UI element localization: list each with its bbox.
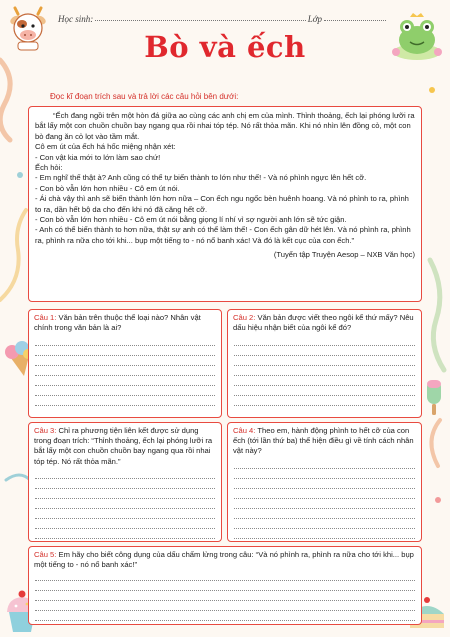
question-text: Chỉ ra phương tiện liên kết được sử dụng trong đoạn trích: “Thỉnh thoảng, ếch lại phóng lưỡi ra bắt lấy một con chuồn chuồn bay ngang qua rồi nhai tóp tép. Nó rất thỏa mãn.” [34,426,213,466]
question-label: Câu 3: [34,426,57,435]
question-box-1 [28,309,222,418]
passage-line: - Anh có thể biến thành to hơn nữa, thật sự anh có thể làm thế! - Con ếch gân dữ hét lên. Và nó phình ra, phình ra, phình ra nữa cho tới khi... bụp một tiếng to - nó nổ banh xác! Và đó là kết cục của con ếch.” [35,225,411,245]
question-label: Câu 2: [233,313,256,322]
passage-line: - Con bò vẫn lớn hơn nhiều - Cô em út nói. [35,183,180,193]
question-box-4 [227,422,422,542]
answer-lines[interactable] [35,571,415,621]
answer-lines[interactable] [234,336,415,406]
popsicle-icon [422,378,448,418]
passage-source: (Tuyển tập Truyện Aesop – NXB Văn học) [273,250,415,260]
student-name-label: Học sinh: [58,14,94,24]
question-text: Em hãy cho biết công dụng của dấu chấm lửng trong câu: “Và nó phình ra, phình ra nữa cho tới khi... bụp một tiếng to - nó nổ banh xác!” [34,550,414,570]
passage-line: “Ếch đang ngồi trên một hòn đá giữa ao cùng các anh chị em của mình. Thỉnh thoảng, ếch lại phóng lưỡi ra bắt lấy một con chuồn chuồn bay ngang qua rồi nhai tóp tép. Nó rất thỏa mãn. Khi nó nhìn lên đồng cỏ, một con bò đang ăn cỏ lọt vào tầm mắt. [35,111,415,141]
student-name-line[interactable] [95,14,305,21]
class-label: Lớp [307,14,322,24]
class-line[interactable] [324,14,386,21]
worksheet-header [58,14,388,24]
answer-lines[interactable] [234,459,415,539]
question-label: Câu 5: [34,550,57,559]
question-box-2 [227,309,422,418]
answer-lines[interactable] [35,336,215,406]
passage-line: - Con bò vẫn lớn hơn nhiều - Cô em út nói bằng giọng lí nhí vì sợ người anh lớn sẽ tức giận. [35,215,347,225]
question-box-5 [28,546,422,625]
passage-line: Ếch hỏi: [35,163,63,173]
question-text: Văn bản được viết theo ngôi kể thứ mấy? Nêu dấu hiệu nhận biết của ngôi kể đó? [233,313,414,333]
page-title: Bò và ếch [144,30,306,64]
passage-line: Cô em út của ếch há hốc miệng nhận xét: [35,142,176,152]
question-label: Câu 1: [34,313,57,322]
passage-line: - Con vật kia mới to lớn làm sao chứ! [35,152,161,162]
passage-line: - Em nghĩ thế thật à? Anh cũng có thể tự biến thành to lớn như thế! - Và nó phình ngực lên hết cỡ. [35,173,367,183]
question-text: Theo em, hành động phình to hết cỡ của con ếch (tới lần thứ ba) thể hiện điều gì về tính cách nhân vật này? [233,426,414,456]
answer-lines[interactable] [35,469,215,539]
instruction-text: Đọc kĩ đoạn trích sau và trả lời các câu hỏi bên dưới: [50,92,239,101]
question-text: Văn bản trên thuộc thể loại nào? Nhân vật chính trong văn bản là ai? [34,313,201,333]
question-box-3 [28,422,222,542]
question-label: Câu 4: [233,426,256,435]
passage-line: - Ái chà vậy thì anh sẽ biến thành lớn hơn nữa – Con ếch ngu ngốc bèn huênh hoang. Và nó phình to ra, phình to ra, dần hết bộ da cho đến khi nó đã căng hết cỡ. [35,194,409,214]
reading-passage [28,106,422,302]
